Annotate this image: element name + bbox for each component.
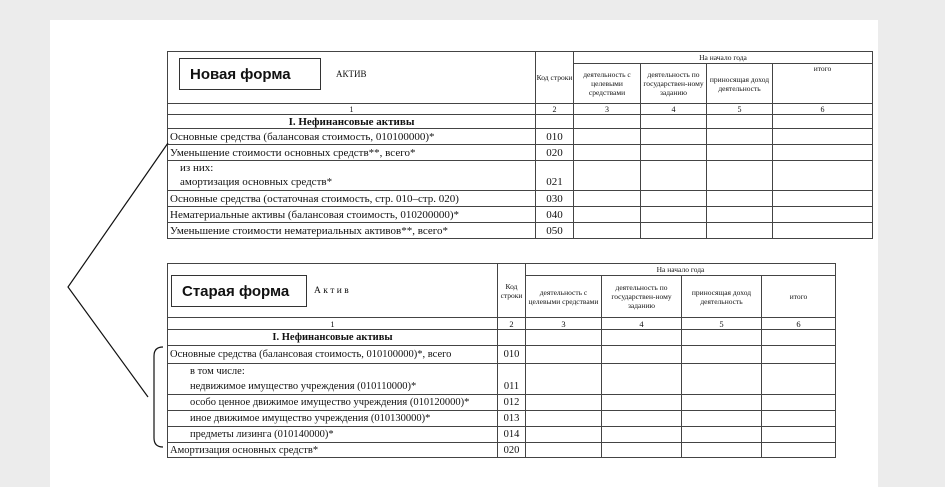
- row-code: 040: [536, 207, 574, 223]
- old-section-title: I. Нефинансовые активы: [168, 330, 498, 346]
- old-form-label: Старая форма: [171, 275, 307, 307]
- new-col-group: На начало года: [574, 52, 873, 64]
- old-col-code: Код строки: [498, 264, 526, 318]
- new-form-label: Новая форма: [179, 58, 321, 90]
- row-label: особо ценное движимое имущество учреждения (010120000)*: [168, 395, 498, 411]
- new-col5: приносящая доход деятельность: [707, 64, 773, 104]
- new-col3: деятельность с целевыми средствами: [574, 64, 641, 104]
- row-label: недвижимое имущество учреждения (010110000)*: [168, 379, 498, 395]
- row-label: Основные средства (балансовая стоимость, 010100000)*, всего: [168, 346, 498, 364]
- old-num-5: 5: [682, 318, 762, 330]
- new-section-title: I. Нефинансовые активы: [168, 115, 536, 129]
- old-num-1: 1: [168, 318, 498, 330]
- old-num-6: 6: [762, 318, 836, 330]
- row-code: 050: [536, 223, 574, 239]
- row-code: 010: [536, 129, 574, 145]
- row-code: 010: [498, 346, 526, 364]
- row-label: Основные средства (балансовая стоимость, 010100000)*: [168, 129, 536, 145]
- new-col-code: Код строки: [536, 52, 574, 104]
- new-num-5: 5: [707, 104, 773, 115]
- row-label: предметы лизинга (010140000)*: [168, 427, 498, 443]
- new-col4: деятельность по государствен-ному заданию: [641, 64, 707, 104]
- row-code: 012: [498, 395, 526, 411]
- row-code: 020: [536, 145, 574, 161]
- row-label: из них:: [168, 161, 536, 175]
- new-col6: итого: [773, 64, 873, 104]
- new-num-6: 6: [773, 104, 873, 115]
- row-code: 030: [536, 191, 574, 207]
- old-num-2: 2: [498, 318, 526, 330]
- old-col-group: На начало года: [526, 264, 836, 276]
- old-header-word: А к т и в: [314, 286, 349, 296]
- row-code: 021: [536, 175, 574, 191]
- old-col3: деятельность с целевыми средствами: [526, 276, 602, 318]
- old-col4: деятельность по государствен-ному заданию: [602, 276, 682, 318]
- new-num-4: 4: [641, 104, 707, 115]
- new-num-1: 1: [168, 104, 536, 115]
- row-label: Нематериальные активы (балансовая стоимость, 010200000)*: [168, 207, 536, 223]
- old-num-3: 3: [526, 318, 602, 330]
- row-label: в том числе:: [168, 364, 498, 379]
- new-num-2: 2: [536, 104, 574, 115]
- row-label: иное движимое имущество учреждения (010130000)*: [168, 411, 498, 427]
- old-col5: приносящая доход деятельность: [682, 276, 762, 318]
- new-num-3: 3: [574, 104, 641, 115]
- new-header-word: АКТИВ: [336, 69, 367, 79]
- row-code: 020: [498, 443, 526, 458]
- row-label: Основные средства (остаточная стоимость, стр. 010–стр. 020): [168, 191, 536, 207]
- row-code: 014: [498, 427, 526, 443]
- row-code: 011: [498, 379, 526, 395]
- old-col6: итого: [762, 276, 836, 318]
- old-num-4: 4: [602, 318, 682, 330]
- row-label: Амортизация основных средств*: [168, 443, 498, 458]
- row-label: Уменьшение стоимости основных средств**, всего*: [168, 145, 536, 161]
- row-label: Уменьшение стоимости нематериальных активов**, всего*: [168, 223, 536, 239]
- row-label: амортизация основных средств*: [168, 175, 536, 191]
- row-code: 013: [498, 411, 526, 427]
